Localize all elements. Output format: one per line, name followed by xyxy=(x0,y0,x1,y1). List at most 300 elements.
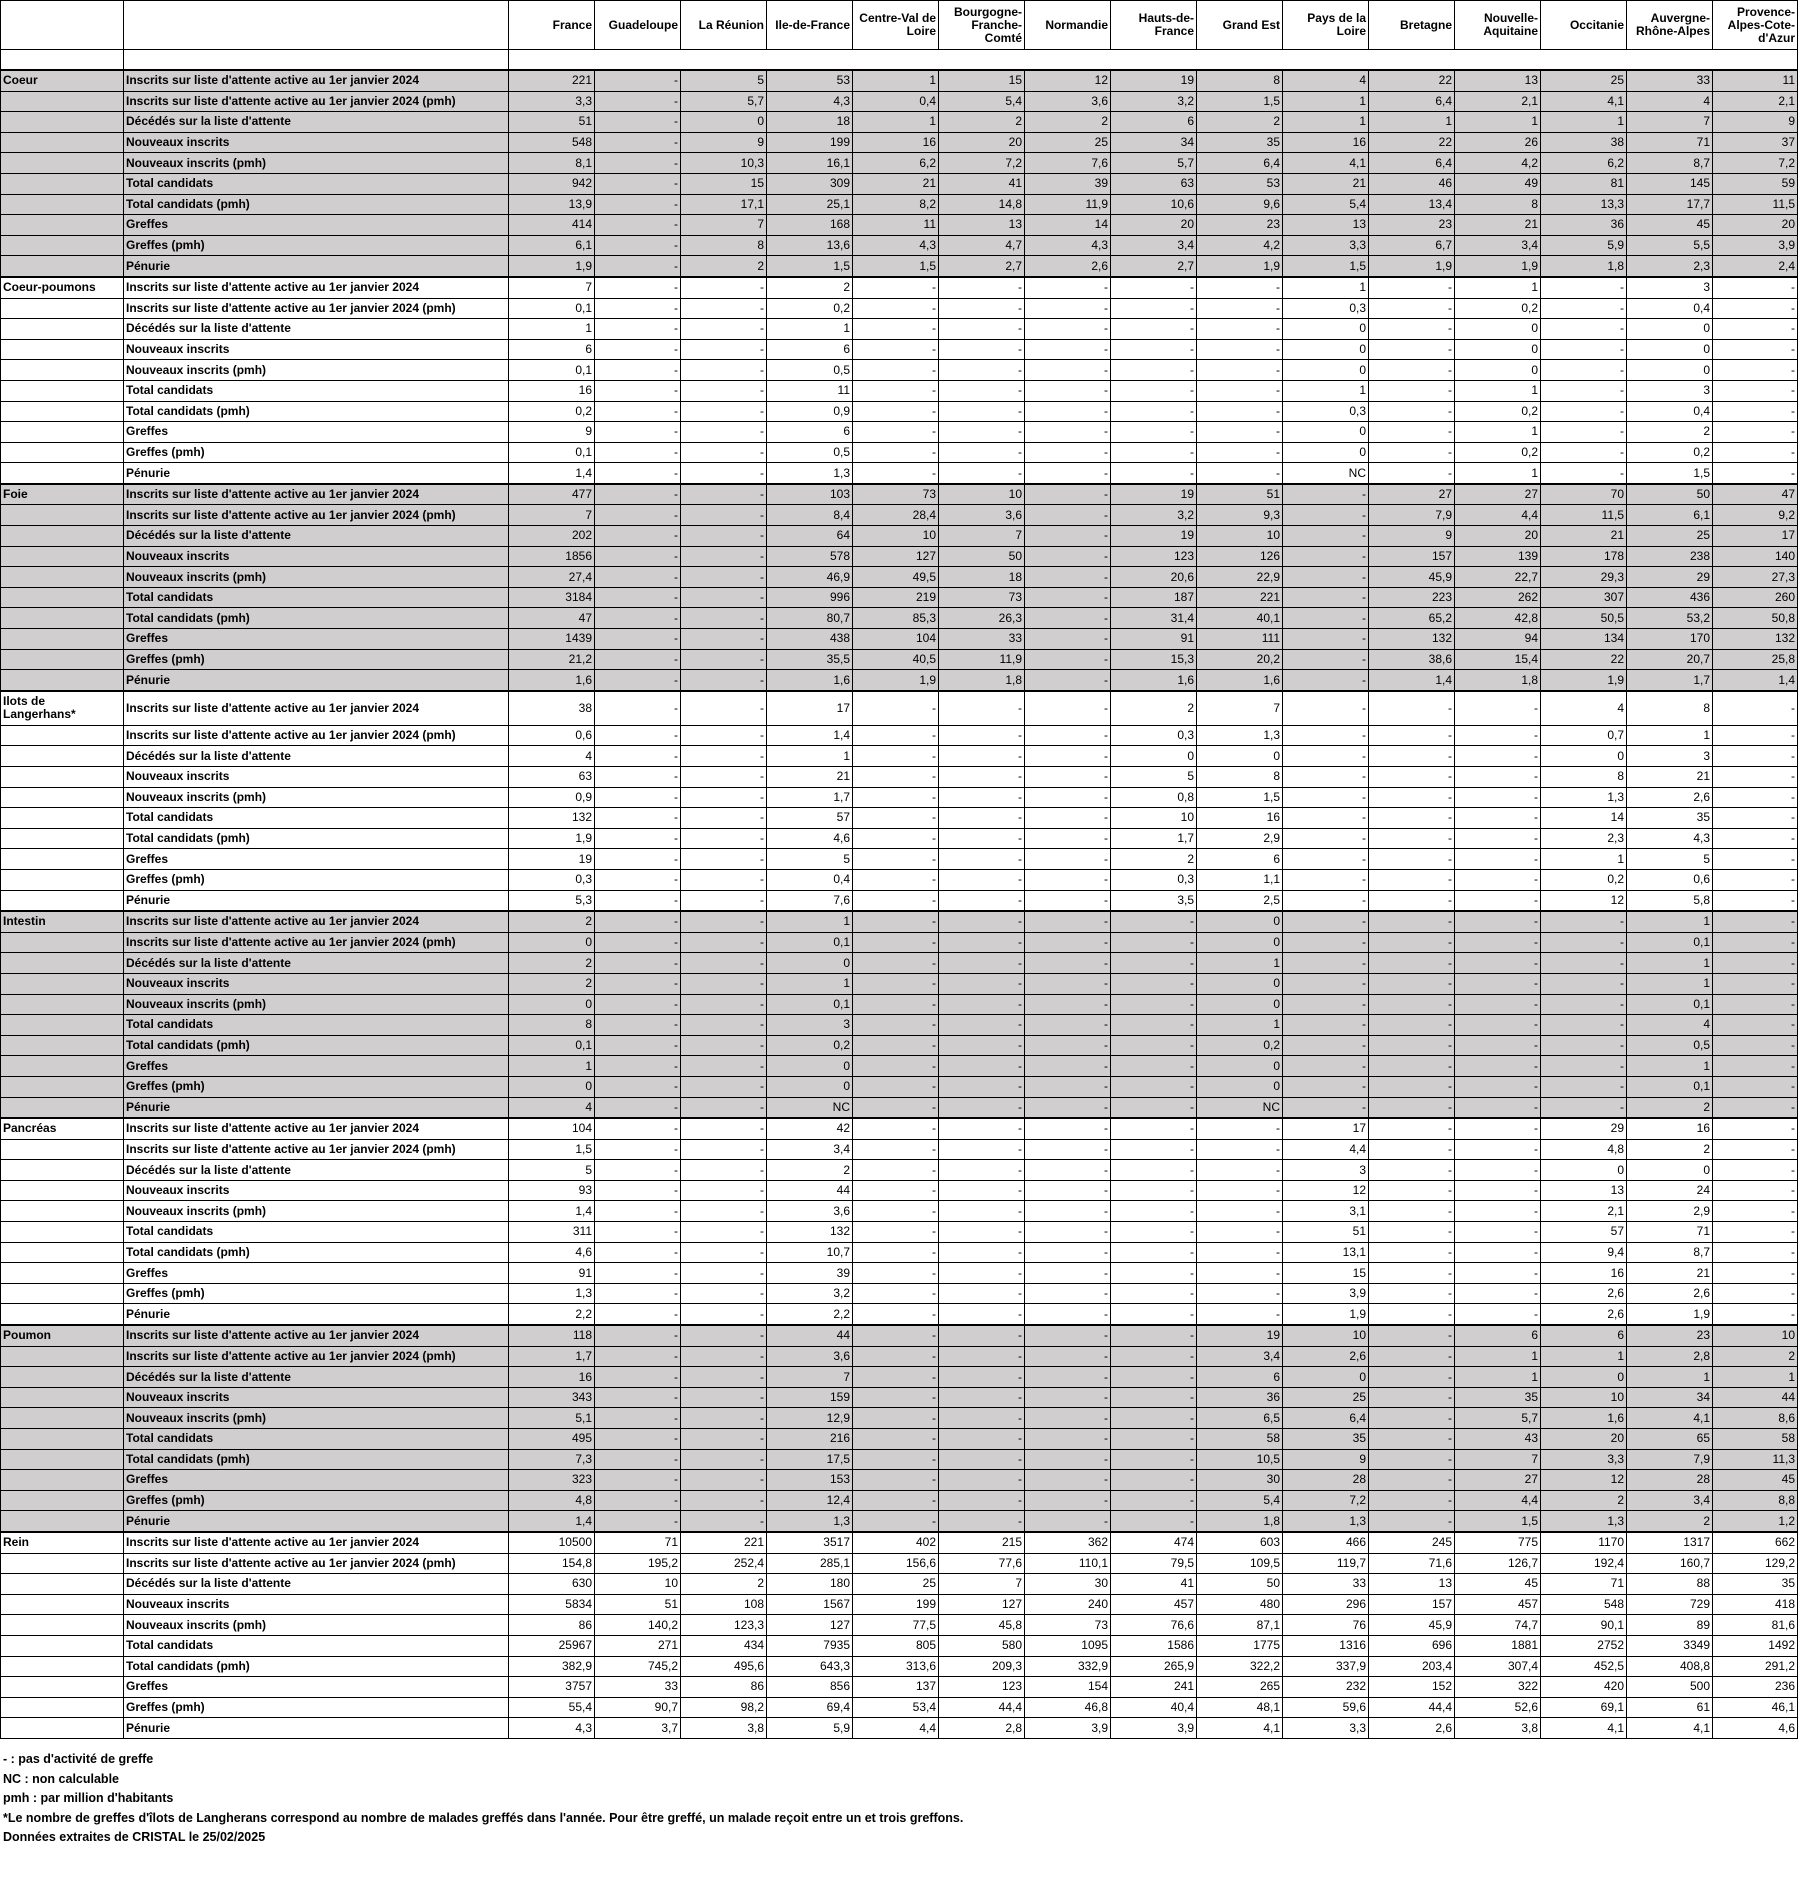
value-cell: - xyxy=(1283,911,1369,932)
table-row xyxy=(1,505,1798,526)
value-cell: - xyxy=(595,1222,681,1243)
value-cell: 21 xyxy=(1541,526,1627,547)
value-cell: - xyxy=(1455,1139,1541,1160)
value-cell: 19 xyxy=(1197,1325,1283,1346)
value-cell: 5 xyxy=(1627,849,1713,870)
value-cell: 6,4 xyxy=(1283,1408,1369,1429)
value-cell: - xyxy=(939,1222,1025,1243)
value-cell: - xyxy=(1541,298,1627,319)
value-cell: - xyxy=(939,1015,1025,1036)
value-cell: 4 xyxy=(1541,691,1627,726)
value-cell: - xyxy=(1111,1160,1197,1181)
value-cell: 4,6 xyxy=(767,828,853,849)
value-cell: 22 xyxy=(1541,649,1627,670)
value-cell: - xyxy=(681,953,767,974)
value-cell: 9 xyxy=(509,422,595,443)
value-cell: 10 xyxy=(1197,526,1283,547)
value-cell: 3,4 xyxy=(767,1139,853,1160)
value-cell: - xyxy=(1111,1097,1197,1118)
value-cell: 11,9 xyxy=(1025,194,1111,215)
organ-cell xyxy=(1,1718,124,1739)
value-cell: 20,6 xyxy=(1111,567,1197,588)
value-cell: 35 xyxy=(1455,1387,1541,1408)
value-cell: 16 xyxy=(1627,1118,1713,1139)
value-cell: 3,4 xyxy=(1197,1346,1283,1367)
value-cell: - xyxy=(1713,1180,1798,1201)
column-header: Hauts-de-France xyxy=(1111,1,1197,50)
value-cell: 5,3 xyxy=(509,890,595,911)
value-cell: - xyxy=(595,215,681,236)
table-row xyxy=(1,649,1798,670)
value-cell: 19 xyxy=(509,849,595,870)
value-cell: 1317 xyxy=(1627,1532,1713,1553)
table-row xyxy=(1,1304,1798,1325)
value-cell: 3,6 xyxy=(767,1201,853,1222)
value-cell: 1 xyxy=(1283,277,1369,298)
value-cell: 307,4 xyxy=(1455,1656,1541,1677)
indicator-label: Greffes xyxy=(124,629,509,650)
value-cell: - xyxy=(681,1429,767,1450)
value-cell: - xyxy=(595,1387,681,1408)
value-cell: 129,2 xyxy=(1713,1553,1798,1574)
value-cell: - xyxy=(1455,911,1541,932)
value-cell: 1,8 xyxy=(1541,256,1627,277)
value-cell: - xyxy=(1369,1118,1455,1139)
value-cell: - xyxy=(1541,380,1627,401)
value-cell: 0,9 xyxy=(509,787,595,808)
value-cell: 0 xyxy=(1283,360,1369,381)
value-cell: - xyxy=(1025,629,1111,650)
value-cell: 1,9 xyxy=(1627,1304,1713,1325)
value-cell: 47 xyxy=(509,608,595,629)
value-cell: - xyxy=(939,1490,1025,1511)
value-cell: - xyxy=(595,1449,681,1470)
value-cell: 58 xyxy=(1197,1429,1283,1450)
value-cell: 2,6 xyxy=(1627,1283,1713,1304)
value-cell: 36 xyxy=(1197,1387,1283,1408)
value-cell: 323 xyxy=(509,1470,595,1491)
value-cell: 40,5 xyxy=(853,649,939,670)
organ-cell xyxy=(1,869,124,890)
table-row xyxy=(1,1718,1798,1739)
value-cell: 21 xyxy=(767,767,853,788)
value-cell: 98,2 xyxy=(681,1697,767,1718)
table-row xyxy=(1,1532,1798,1553)
value-cell: - xyxy=(1369,787,1455,808)
value-cell: - xyxy=(1283,670,1369,691)
value-cell: - xyxy=(595,1263,681,1284)
indicator-label: Greffes xyxy=(124,1056,509,1077)
value-cell: 29,3 xyxy=(1541,567,1627,588)
table-row xyxy=(1,911,1798,932)
value-cell: - xyxy=(681,1367,767,1388)
value-cell: - xyxy=(1713,973,1798,994)
value-cell: 6,4 xyxy=(1369,91,1455,112)
value-cell: 2,1 xyxy=(1455,91,1541,112)
organ-cell xyxy=(1,1139,124,1160)
value-cell: - xyxy=(1197,298,1283,319)
value-cell: - xyxy=(939,973,1025,994)
value-cell: 81,6 xyxy=(1713,1615,1798,1636)
organ-cell xyxy=(1,1242,124,1263)
value-cell: 8 xyxy=(681,235,767,256)
table-row xyxy=(1,746,1798,767)
value-cell: 1 xyxy=(1541,1346,1627,1367)
value-cell: - xyxy=(939,463,1025,484)
value-cell: 0 xyxy=(1455,360,1541,381)
value-cell: 45,8 xyxy=(939,1615,1025,1636)
value-cell: 16 xyxy=(1283,132,1369,153)
value-cell: - xyxy=(1111,339,1197,360)
value-cell: 2,6 xyxy=(1369,1718,1455,1739)
value-cell: - xyxy=(939,1160,1025,1181)
value-cell: - xyxy=(939,1387,1025,1408)
value-cell: 3,9 xyxy=(1025,1718,1111,1739)
value-cell: 28 xyxy=(1627,1470,1713,1491)
organ-label: Pancréas xyxy=(1,1118,124,1139)
value-cell: 2 xyxy=(1541,1490,1627,1511)
table-row xyxy=(1,808,1798,829)
value-cell: 46 xyxy=(1369,173,1455,194)
value-cell: 1,3 xyxy=(1541,787,1627,808)
indicator-label: Nouveaux inscrits (pmh) xyxy=(124,1201,509,1222)
value-cell: 30 xyxy=(1025,1574,1111,1595)
value-cell: 5,7 xyxy=(1455,1408,1541,1429)
table-row xyxy=(1,953,1798,974)
header-empty-cell xyxy=(124,1,509,50)
value-cell: 0 xyxy=(1455,339,1541,360)
value-cell: - xyxy=(1111,1387,1197,1408)
organ-cell xyxy=(1,442,124,463)
value-cell: 94 xyxy=(1455,629,1541,650)
value-cell: - xyxy=(1455,994,1541,1015)
table-row xyxy=(1,298,1798,319)
value-cell: 8,8 xyxy=(1713,1490,1798,1511)
value-cell: 6 xyxy=(1455,1325,1541,1346)
value-cell: - xyxy=(939,767,1025,788)
value-cell: 5 xyxy=(767,849,853,870)
value-cell: - xyxy=(1025,1201,1111,1222)
value-cell: 10 xyxy=(853,526,939,547)
column-header: Nouvelle-Aquitaine xyxy=(1455,1,1541,50)
value-cell: 1,5 xyxy=(853,256,939,277)
table-row xyxy=(1,1118,1798,1139)
value-cell: - xyxy=(1713,691,1798,726)
value-cell: 0 xyxy=(1283,422,1369,443)
value-cell: 436 xyxy=(1627,587,1713,608)
value-cell: - xyxy=(1369,1283,1455,1304)
organ-cell xyxy=(1,132,124,153)
value-cell: - xyxy=(1541,360,1627,381)
footnotes xyxy=(3,1750,963,1848)
value-cell: 2,6 xyxy=(1283,1346,1369,1367)
value-cell: 4,4 xyxy=(1283,1139,1369,1160)
value-cell: - xyxy=(681,670,767,691)
value-cell: 104 xyxy=(853,629,939,650)
blank-cell xyxy=(124,50,509,71)
value-cell: 1 xyxy=(1197,953,1283,974)
value-cell: 1 xyxy=(853,70,939,91)
value-cell: 57 xyxy=(767,808,853,829)
value-cell: 1 xyxy=(1541,112,1627,133)
value-cell: 45,9 xyxy=(1369,1615,1455,1636)
value-cell: 45 xyxy=(1627,215,1713,236)
indicator-label: Inscrits sur liste d'attente active au 1er janvier 2024 xyxy=(124,1118,509,1139)
value-cell: 2,9 xyxy=(1197,828,1283,849)
value-cell: 2 xyxy=(1627,422,1713,443)
organ-cell xyxy=(1,401,124,422)
indicator-label: Greffes (pmh) xyxy=(124,1697,509,1718)
value-cell: 480 xyxy=(1197,1594,1283,1615)
value-cell: 123,3 xyxy=(681,1615,767,1636)
value-cell: 1,7 xyxy=(767,787,853,808)
value-cell: 6,1 xyxy=(1627,505,1713,526)
value-cell: 332,9 xyxy=(1025,1656,1111,1677)
value-cell: 438 xyxy=(767,629,853,650)
value-cell: - xyxy=(939,1097,1025,1118)
value-cell: - xyxy=(1369,463,1455,484)
value-cell: - xyxy=(1197,463,1283,484)
value-cell: 1,6 xyxy=(1111,670,1197,691)
value-cell: 0 xyxy=(1197,973,1283,994)
value-cell: - xyxy=(1283,1076,1369,1097)
value-cell: 10 xyxy=(595,1574,681,1595)
value-cell: 41 xyxy=(1111,1574,1197,1595)
value-cell: - xyxy=(595,91,681,112)
organ-cell xyxy=(1,1594,124,1615)
value-cell: - xyxy=(939,1304,1025,1325)
value-cell: 154 xyxy=(1025,1677,1111,1698)
indicator-label: Nouveaux inscrits (pmh) xyxy=(124,1615,509,1636)
value-cell: 38,6 xyxy=(1369,649,1455,670)
value-cell: 0 xyxy=(1627,1160,1713,1181)
value-cell: - xyxy=(1025,277,1111,298)
value-cell: 2,4 xyxy=(1713,256,1798,277)
indicator-label: Pénurie xyxy=(124,1097,509,1118)
value-cell: 154,8 xyxy=(509,1553,595,1574)
value-cell: - xyxy=(853,339,939,360)
value-cell: 139 xyxy=(1455,546,1541,567)
value-cell: - xyxy=(1713,1139,1798,1160)
value-cell: - xyxy=(1025,298,1111,319)
value-cell: 3,2 xyxy=(1111,91,1197,112)
value-cell: 11 xyxy=(853,215,939,236)
organ-cell xyxy=(1,649,124,670)
value-cell: 0,2 xyxy=(1197,1035,1283,1056)
value-cell: 9,3 xyxy=(1197,505,1283,526)
value-cell: - xyxy=(939,849,1025,870)
value-cell: 8 xyxy=(1197,767,1283,788)
table-row xyxy=(1,994,1798,1015)
table-row xyxy=(1,1180,1798,1201)
value-cell: 49 xyxy=(1455,173,1541,194)
value-cell: - xyxy=(1025,567,1111,588)
value-cell: - xyxy=(1713,953,1798,974)
value-cell: - xyxy=(595,1015,681,1036)
value-cell: - xyxy=(939,828,1025,849)
table-row xyxy=(1,132,1798,153)
organ-cell xyxy=(1,1656,124,1677)
value-cell: - xyxy=(681,1283,767,1304)
organ-cell xyxy=(1,1408,124,1429)
value-cell: - xyxy=(595,629,681,650)
value-cell: 89 xyxy=(1627,1615,1713,1636)
table-body xyxy=(1,1,1798,1739)
value-cell: 221 xyxy=(509,70,595,91)
value-cell: - xyxy=(1197,360,1283,381)
value-cell: - xyxy=(595,994,681,1015)
value-cell: 170 xyxy=(1627,629,1713,650)
value-cell: 1 xyxy=(767,973,853,994)
value-cell: - xyxy=(853,911,939,932)
value-cell: - xyxy=(1025,1304,1111,1325)
value-cell: 85,3 xyxy=(853,608,939,629)
footnote-line: *Le nombre de greffes d'îlots de Langherans correspond au nombre de malades greffés dans l'année. Pour être greffé, un malade reçoit entre un et trois greffons. xyxy=(3,1810,964,1825)
value-cell: - xyxy=(853,1180,939,1201)
value-cell: 296 xyxy=(1283,1594,1369,1615)
value-cell: - xyxy=(1025,670,1111,691)
value-cell: 0,1 xyxy=(509,360,595,381)
table-row xyxy=(1,1056,1798,1077)
indicator-label: Décédés sur la liste d'attente xyxy=(124,953,509,974)
organ-cell xyxy=(1,787,124,808)
value-cell: 2,7 xyxy=(1111,256,1197,277)
value-cell: 457 xyxy=(1455,1594,1541,1615)
value-cell: 7 xyxy=(767,1367,853,1388)
value-cell: 2 xyxy=(1713,1346,1798,1367)
value-cell: - xyxy=(1455,1180,1541,1201)
value-cell: 25 xyxy=(1025,132,1111,153)
value-cell: 50,8 xyxy=(1713,608,1798,629)
value-cell: 8,7 xyxy=(1627,153,1713,174)
value-cell: - xyxy=(939,725,1025,746)
value-cell: - xyxy=(853,808,939,829)
value-cell: 25,8 xyxy=(1713,649,1798,670)
value-cell: 88 xyxy=(1627,1574,1713,1595)
organ-cell xyxy=(1,339,124,360)
value-cell: - xyxy=(595,746,681,767)
indicator-label: Inscrits sur liste d'attente active au 1er janvier 2024 xyxy=(124,691,509,726)
value-cell: 2,1 xyxy=(1541,1201,1627,1222)
indicator-label: Décédés sur la liste d'attente xyxy=(124,746,509,767)
value-cell: - xyxy=(1369,401,1455,422)
value-cell: - xyxy=(595,463,681,484)
value-cell: - xyxy=(1197,1222,1283,1243)
value-cell: 17 xyxy=(1713,526,1798,547)
value-cell: 13 xyxy=(1455,70,1541,91)
value-cell: 580 xyxy=(939,1635,1025,1656)
value-cell: - xyxy=(1369,808,1455,829)
value-cell: - xyxy=(1025,422,1111,443)
table-row xyxy=(1,691,1798,726)
value-cell: 11,9 xyxy=(939,649,1025,670)
value-cell: - xyxy=(595,1139,681,1160)
value-cell: - xyxy=(1025,442,1111,463)
indicator-label: Greffes (pmh) xyxy=(124,649,509,670)
value-cell: 0,1 xyxy=(767,932,853,953)
value-cell: 0 xyxy=(1197,932,1283,953)
value-cell: 0 xyxy=(509,994,595,1015)
indicator-label: Total candidats xyxy=(124,1635,509,1656)
value-cell: - xyxy=(1455,1263,1541,1284)
value-cell: - xyxy=(1713,869,1798,890)
column-header: Normandie xyxy=(1025,1,1111,50)
value-cell: 1,9 xyxy=(853,670,939,691)
value-cell: - xyxy=(1111,442,1197,463)
indicator-label: Décédés sur la liste d'attente xyxy=(124,319,509,340)
value-cell: 35,5 xyxy=(767,649,853,670)
value-cell: 1 xyxy=(1197,1015,1283,1036)
value-cell: 28,4 xyxy=(853,505,939,526)
value-cell: 9,6 xyxy=(1197,194,1283,215)
value-cell: 0 xyxy=(1541,746,1627,767)
value-cell: - xyxy=(853,442,939,463)
value-cell: - xyxy=(939,319,1025,340)
value-cell: 10,3 xyxy=(681,153,767,174)
value-cell: - xyxy=(1111,1346,1197,1367)
value-cell: 3,2 xyxy=(767,1283,853,1304)
value-cell: 15 xyxy=(939,70,1025,91)
value-cell: - xyxy=(939,442,1025,463)
value-cell: 180 xyxy=(767,1574,853,1595)
value-cell: 0 xyxy=(1455,319,1541,340)
value-cell: - xyxy=(853,746,939,767)
table-row xyxy=(1,1553,1798,1574)
value-cell: 0 xyxy=(1197,1076,1283,1097)
value-cell: 11,5 xyxy=(1713,194,1798,215)
value-cell: 0 xyxy=(1627,360,1713,381)
value-cell: 39 xyxy=(767,1263,853,1284)
value-cell: 15,3 xyxy=(1111,649,1197,670)
organ-cell xyxy=(1,1367,124,1388)
value-cell: - xyxy=(595,505,681,526)
value-cell: 4,4 xyxy=(853,1718,939,1739)
value-cell: 414 xyxy=(509,215,595,236)
value-cell: 90,1 xyxy=(1541,1615,1627,1636)
value-cell: - xyxy=(1369,1201,1455,1222)
value-cell: 1 xyxy=(1627,1056,1713,1077)
value-cell: 7 xyxy=(939,526,1025,547)
value-cell: - xyxy=(1197,1160,1283,1181)
value-cell: 5,9 xyxy=(1541,235,1627,256)
value-cell: - xyxy=(853,277,939,298)
value-cell: 1,6 xyxy=(767,670,853,691)
table-row xyxy=(1,1139,1798,1160)
value-cell: 1,9 xyxy=(1541,670,1627,691)
indicator-label: Nouveaux inscrits (pmh) xyxy=(124,1408,509,1429)
value-cell: 1,8 xyxy=(1197,1511,1283,1532)
organ-label: Rein xyxy=(1,1532,124,1553)
value-cell: - xyxy=(595,932,681,953)
value-cell: 0,1 xyxy=(1627,932,1713,953)
table-row xyxy=(1,629,1798,650)
value-cell: - xyxy=(1111,298,1197,319)
value-cell: 44 xyxy=(1713,1387,1798,1408)
value-cell: 10 xyxy=(1713,1325,1798,1346)
value-cell: - xyxy=(595,401,681,422)
value-cell: - xyxy=(853,1118,939,1139)
footnote-line: NC : non calculable xyxy=(3,1771,119,1786)
value-cell: 8,7 xyxy=(1627,1242,1713,1263)
value-cell: 382,9 xyxy=(509,1656,595,1677)
value-cell: 3,9 xyxy=(1111,1718,1197,1739)
value-cell: - xyxy=(1541,973,1627,994)
column-header: Occitanie xyxy=(1541,1,1627,50)
indicator-label: Pénurie xyxy=(124,1511,509,1532)
value-cell: 0,1 xyxy=(509,1035,595,1056)
table-row xyxy=(1,932,1798,953)
value-cell: 39 xyxy=(1025,173,1111,194)
